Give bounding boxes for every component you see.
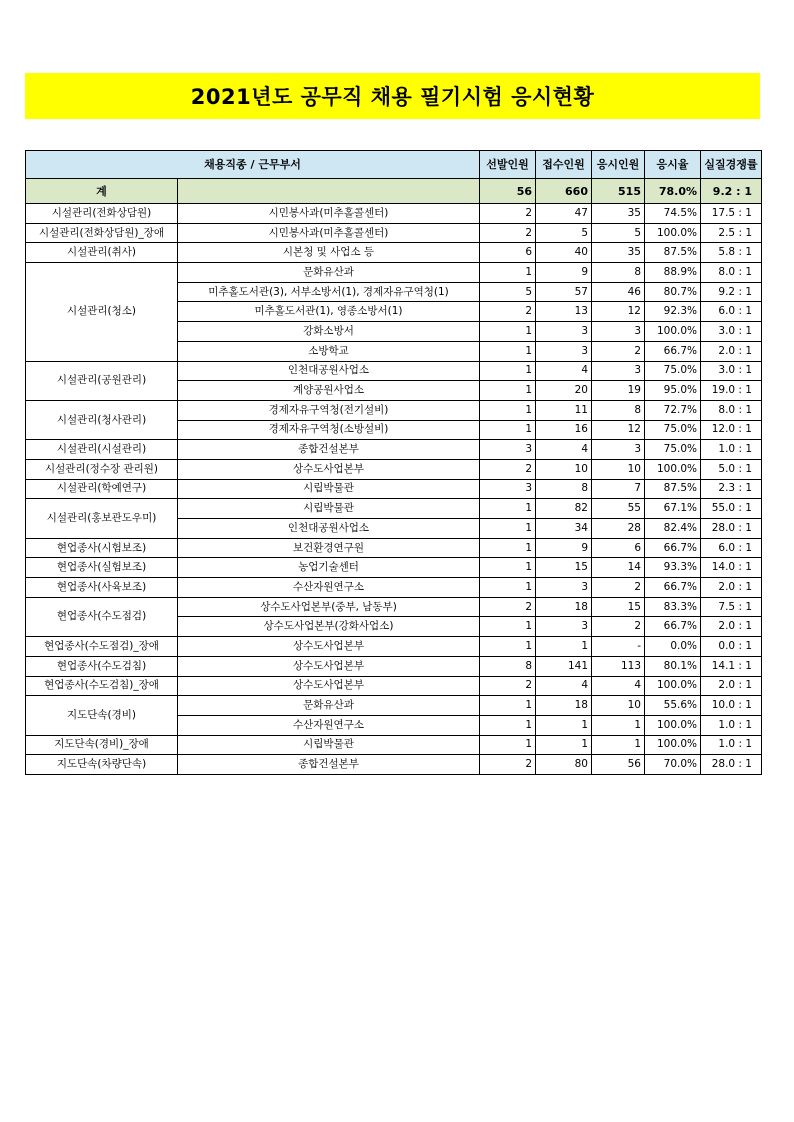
department-cell: 미추홀도서관(1), 영종소방서(1) (178, 302, 480, 322)
attended-cell: 113 (592, 656, 645, 676)
applied-cell: 1 (536, 637, 592, 657)
competition-cell: 55.0 : 1 (701, 499, 762, 519)
rate-cell: 67.1% (645, 499, 701, 519)
department-cell: 인천대공원사업소 (178, 519, 480, 539)
attended-cell: 19 (592, 381, 645, 401)
department-cell: 상수도사업본부 (178, 459, 480, 479)
attended-cell: 14 (592, 558, 645, 578)
competition-cell: 5.8 : 1 (701, 243, 762, 263)
table-row (26, 400, 762, 420)
selected-cell: 2 (480, 459, 536, 479)
applied-cell: 5 (536, 223, 592, 243)
applied-cell: 18 (536, 696, 592, 716)
rate-cell: 75.0% (645, 420, 701, 440)
applied-cell: 82 (536, 499, 592, 519)
rate-cell: 87.5% (645, 243, 701, 263)
competition-cell: 1.0 : 1 (701, 440, 762, 460)
rate-cell: 100.0% (645, 322, 701, 342)
rate-cell: 100.0% (645, 676, 701, 696)
selected-cell: 1 (480, 578, 536, 598)
department-cell: 시립박물관 (178, 499, 480, 519)
competition-cell: 12.0 : 1 (701, 420, 762, 440)
applied-cell: 4 (536, 361, 592, 381)
rate-cell: 66.7% (645, 341, 701, 361)
attended-cell: 4 (592, 676, 645, 696)
selected-cell: 1 (480, 322, 536, 342)
competition-cell: 19.0 : 1 (701, 381, 762, 401)
attended-cell: 6 (592, 538, 645, 558)
rate-cell: 80.1% (645, 656, 701, 676)
rate-cell: 74.5% (645, 204, 701, 224)
competition-cell: 2.0 : 1 (701, 341, 762, 361)
rate-cell: 87.5% (645, 479, 701, 499)
header-job-dept: 채용직종 / 근무부서 (26, 151, 480, 179)
applied-cell: 15 (536, 558, 592, 578)
rate-cell: 82.4% (645, 519, 701, 539)
table-row (26, 243, 762, 263)
department-cell: 상수도사업본부 (178, 656, 480, 676)
applied-cell: 4 (536, 676, 592, 696)
attended-cell: 3 (592, 440, 645, 460)
department-cell: 미추홀도서관(3), 서부소방서(1), 경제자유구역청(1) (178, 282, 480, 302)
applied-cell: 3 (536, 341, 592, 361)
competition-cell: 28.0 : 1 (701, 755, 762, 775)
department-cell: 상수도사업본부(중부, 남동부) (178, 597, 480, 617)
attended-cell: 8 (592, 400, 645, 420)
competition-cell: 28.0 : 1 (701, 519, 762, 539)
department-cell: 경제자유구역청(소방설비) (178, 420, 480, 440)
applied-cell: 8 (536, 479, 592, 499)
selected-cell: 2 (480, 597, 536, 617)
attended-cell: 2 (592, 578, 645, 598)
applied-cell: 3 (536, 322, 592, 342)
department-cell: 문화유산과 (178, 263, 480, 283)
applied-cell: 3 (536, 578, 592, 598)
selected-cell: 3 (480, 440, 536, 460)
applied-cell: 10 (536, 459, 592, 479)
selected-cell: 1 (480, 361, 536, 381)
job-type-cell: 시설관리(홍보관도우미) (26, 499, 178, 538)
job-type-cell: 시설관리(전화상담원) (26, 204, 178, 224)
attended-cell: 8 (592, 263, 645, 283)
applied-cell: 4 (536, 440, 592, 460)
table-row (26, 578, 762, 598)
department-cell: 강화소방서 (178, 322, 480, 342)
department-cell: 문화유산과 (178, 696, 480, 716)
attended-cell: 5 (592, 223, 645, 243)
applied-cell: 9 (536, 538, 592, 558)
selected-cell: 5 (480, 282, 536, 302)
job-type-cell: 현업종사(수도검침) (26, 656, 178, 676)
attended-cell: 3 (592, 361, 645, 381)
rate-cell: 95.0% (645, 381, 701, 401)
total-selected: 56 (480, 179, 536, 204)
rate-cell: 100.0% (645, 223, 701, 243)
competition-cell: 2.0 : 1 (701, 676, 762, 696)
job-type-cell: 시설관리(학예연구) (26, 479, 178, 499)
job-type-cell: 시설관리(공원관리) (26, 361, 178, 400)
attended-cell: 56 (592, 755, 645, 775)
rate-cell: 66.7% (645, 538, 701, 558)
table-row (26, 735, 762, 755)
selected-cell: 1 (480, 617, 536, 637)
job-type-cell: 현업종사(수도점검) (26, 597, 178, 636)
table-row (26, 204, 762, 224)
attended-cell: 7 (592, 479, 645, 499)
header-row (26, 151, 762, 179)
department-cell: 농업기술센터 (178, 558, 480, 578)
total-applied: 660 (536, 179, 592, 204)
rate-cell: 93.3% (645, 558, 701, 578)
competition-cell: 0.0 : 1 (701, 637, 762, 657)
applied-cell: 20 (536, 381, 592, 401)
competition-cell: 3.0 : 1 (701, 322, 762, 342)
attended-cell: 3 (592, 322, 645, 342)
department-cell: 시립박물관 (178, 479, 480, 499)
department-cell: 인천대공원사업소 (178, 361, 480, 381)
job-type-cell: 시설관리(청소) (26, 263, 178, 361)
rate-cell: 92.3% (645, 302, 701, 322)
table-row (26, 558, 762, 578)
rate-cell: 100.0% (645, 459, 701, 479)
attended-cell: 28 (592, 519, 645, 539)
selected-cell: 1 (480, 263, 536, 283)
applied-cell: 16 (536, 420, 592, 440)
applied-cell: 1 (536, 715, 592, 735)
header-attended: 응시인원 (592, 151, 645, 179)
table-row (26, 538, 762, 558)
competition-cell: 10.0 : 1 (701, 696, 762, 716)
attended-cell: 46 (592, 282, 645, 302)
department-cell: 수산자원연구소 (178, 578, 480, 598)
competition-cell: 5.0 : 1 (701, 459, 762, 479)
attended-cell: 55 (592, 499, 645, 519)
total-row (26, 179, 762, 204)
applied-cell: 34 (536, 519, 592, 539)
total-attended: 515 (592, 179, 645, 204)
attended-cell: - (592, 637, 645, 657)
department-cell: 종합건설본부 (178, 755, 480, 775)
competition-cell: 2.0 : 1 (701, 617, 762, 637)
department-cell: 상수도사업본부 (178, 676, 480, 696)
selected-cell: 1 (480, 715, 536, 735)
selected-cell: 1 (480, 381, 536, 401)
applied-cell: 18 (536, 597, 592, 617)
applied-cell: 9 (536, 263, 592, 283)
competition-cell: 6.0 : 1 (701, 538, 762, 558)
department-cell: 수산자원연구소 (178, 715, 480, 735)
competition-cell: 2.5 : 1 (701, 223, 762, 243)
header-selected: 선발인원 (480, 151, 536, 179)
applied-cell: 40 (536, 243, 592, 263)
job-type-cell: 지도단속(차량단속) (26, 755, 178, 775)
attended-cell: 35 (592, 204, 645, 224)
selected-cell: 3 (480, 479, 536, 499)
table-row (26, 656, 762, 676)
rate-cell: 83.3% (645, 597, 701, 617)
total-competition: 9.2 : 1 (701, 179, 762, 204)
job-type-cell: 지도단속(경비)_장애 (26, 735, 178, 755)
selected-cell: 1 (480, 420, 536, 440)
selected-cell: 6 (480, 243, 536, 263)
job-type-cell: 시설관리(취사) (26, 243, 178, 263)
table-row (26, 361, 762, 381)
selected-cell: 1 (480, 499, 536, 519)
table-row (26, 479, 762, 499)
competition-cell: 14.1 : 1 (701, 656, 762, 676)
header-competition: 실질경쟁률 (701, 151, 762, 179)
attended-cell: 1 (592, 735, 645, 755)
attended-cell: 10 (592, 459, 645, 479)
table-row (26, 597, 762, 617)
rate-cell: 75.0% (645, 440, 701, 460)
attended-cell: 35 (592, 243, 645, 263)
applied-cell: 80 (536, 755, 592, 775)
selected-cell: 1 (480, 558, 536, 578)
selected-cell: 2 (480, 676, 536, 696)
rate-cell: 75.0% (645, 361, 701, 381)
competition-cell: 14.0 : 1 (701, 558, 762, 578)
table-row (26, 676, 762, 696)
attended-cell: 2 (592, 341, 645, 361)
job-type-cell: 시설관리(전화상담원)_장애 (26, 223, 178, 243)
selected-cell: 1 (480, 637, 536, 657)
department-cell: 계양공원사업소 (178, 381, 480, 401)
job-type-cell: 현업종사(사육보조) (26, 578, 178, 598)
rate-cell: 100.0% (645, 735, 701, 755)
competition-cell: 7.5 : 1 (701, 597, 762, 617)
rate-cell: 66.7% (645, 617, 701, 637)
rate-cell: 0.0% (645, 637, 701, 657)
competition-cell: 1.0 : 1 (701, 735, 762, 755)
selected-cell: 2 (480, 302, 536, 322)
selected-cell: 1 (480, 400, 536, 420)
applied-cell: 11 (536, 400, 592, 420)
table-row (26, 755, 762, 775)
header-applied: 접수인원 (536, 151, 592, 179)
applied-cell: 13 (536, 302, 592, 322)
department-cell: 시민봉사과(미추홀콜센터) (178, 204, 480, 224)
rate-cell: 70.0% (645, 755, 701, 775)
competition-cell: 1.0 : 1 (701, 715, 762, 735)
rate-cell: 66.7% (645, 578, 701, 598)
job-type-cell: 현업종사(시험보조) (26, 538, 178, 558)
competition-cell: 3.0 : 1 (701, 361, 762, 381)
department-cell: 상수도사업본부 (178, 637, 480, 657)
department-cell: 시민봉사과(미추홀콜센터) (178, 223, 480, 243)
competition-cell: 17.5 : 1 (701, 204, 762, 224)
job-type-cell: 현업종사(실험보조) (26, 558, 178, 578)
attended-cell: 1 (592, 715, 645, 735)
competition-cell: 2.0 : 1 (701, 578, 762, 598)
applied-cell: 57 (536, 282, 592, 302)
selected-cell: 1 (480, 735, 536, 755)
table-row (26, 263, 762, 283)
table-row (26, 499, 762, 519)
department-cell: 경제자유구역청(전기설비) (178, 400, 480, 420)
job-type-cell: 현업종사(수도점검)_장애 (26, 637, 178, 657)
total-rate: 78.0% (645, 179, 701, 204)
total-blank (178, 179, 480, 204)
job-type-cell: 시설관리(시설관리) (26, 440, 178, 460)
table-row (26, 440, 762, 460)
selected-cell: 1 (480, 519, 536, 539)
attended-cell: 2 (592, 617, 645, 637)
selected-cell: 2 (480, 755, 536, 775)
table-row (26, 223, 762, 243)
competition-cell: 9.2 : 1 (701, 282, 762, 302)
competition-cell: 8.0 : 1 (701, 400, 762, 420)
competition-cell: 6.0 : 1 (701, 302, 762, 322)
attended-cell: 15 (592, 597, 645, 617)
applied-cell: 3 (536, 617, 592, 637)
job-type-cell: 현업종사(수도검침)_장애 (26, 676, 178, 696)
page-title: 2021년도 공무직 채용 필기시험 응시현황 (190, 85, 595, 109)
selected-cell: 1 (480, 696, 536, 716)
rate-cell: 100.0% (645, 715, 701, 735)
department-cell: 소방학교 (178, 341, 480, 361)
selected-cell: 1 (480, 538, 536, 558)
job-type-cell: 시설관리(정수장 관리원) (26, 459, 178, 479)
attended-cell: 10 (592, 696, 645, 716)
department-cell: 보건환경연구원 (178, 538, 480, 558)
competition-cell: 8.0 : 1 (701, 263, 762, 283)
applied-cell: 1 (536, 735, 592, 755)
department-cell: 시본청 및 사업소 등 (178, 243, 480, 263)
selected-cell: 8 (480, 656, 536, 676)
recruitment-table (25, 150, 762, 775)
table-row (26, 696, 762, 716)
table-row (26, 637, 762, 657)
attended-cell: 12 (592, 420, 645, 440)
rate-cell: 88.9% (645, 263, 701, 283)
selected-cell: 1 (480, 341, 536, 361)
rate-cell: 80.7% (645, 282, 701, 302)
title-banner (25, 73, 760, 119)
department-cell: 상수도사업본부(강화사업소) (178, 617, 480, 637)
applied-cell: 141 (536, 656, 592, 676)
table-row (26, 459, 762, 479)
rate-cell: 72.7% (645, 400, 701, 420)
selected-cell: 2 (480, 223, 536, 243)
department-cell: 종합건설본부 (178, 440, 480, 460)
department-cell: 시립박물관 (178, 735, 480, 755)
header-rate: 응시율 (645, 151, 701, 179)
attended-cell: 12 (592, 302, 645, 322)
applied-cell: 47 (536, 204, 592, 224)
rate-cell: 55.6% (645, 696, 701, 716)
total-label: 계 (26, 179, 178, 204)
job-type-cell: 시설관리(청사관리) (26, 400, 178, 439)
selected-cell: 2 (480, 204, 536, 224)
job-type-cell: 지도단속(경비) (26, 696, 178, 735)
competition-cell: 2.3 : 1 (701, 479, 762, 499)
